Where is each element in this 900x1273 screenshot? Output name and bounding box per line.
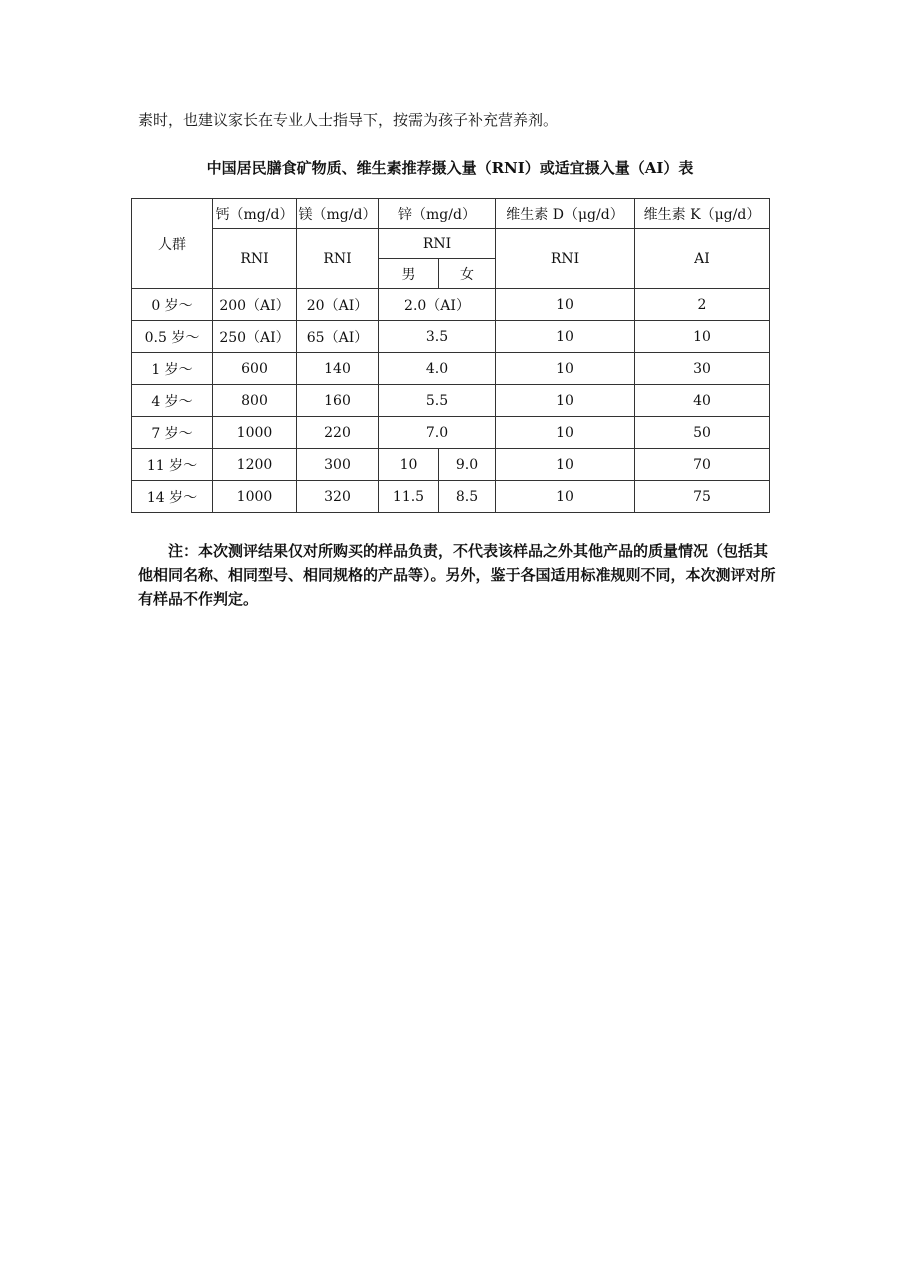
cell-calcium: 800 bbox=[213, 385, 297, 417]
intro-paragraph: 素时，也建议家长在专业人士指导下，按需为孩子补充营养剂。 bbox=[138, 111, 559, 129]
cell-group: 0.5 岁～ bbox=[132, 321, 213, 353]
cell-vitamin-d: 10 bbox=[496, 321, 635, 353]
cell-group: 0 岁～ bbox=[132, 289, 213, 321]
cell-vitamin-k: 30 bbox=[635, 353, 770, 385]
header-magnesium: 镁（mg/d） bbox=[297, 199, 379, 229]
cell-magnesium: 300 bbox=[297, 449, 379, 481]
cell-magnesium: 220 bbox=[297, 417, 379, 449]
cell-calcium: 1000 bbox=[213, 481, 297, 513]
disclaimer-text: 注：本次测评结果仅对所购买的样品负责，不代表该样品之外其他产品的质量情况（包括其他相同名称、相同型号、相同规格的产品等）。另外，鉴于各国适用标准规则不同，本次测评对所有样品不作判定。 bbox=[138, 542, 776, 608]
table-row bbox=[132, 417, 770, 449]
cell-group: 7 岁～ bbox=[132, 417, 213, 449]
cell-zinc-female: 9.0 bbox=[439, 449, 496, 481]
cell-vitamin-k: 40 bbox=[635, 385, 770, 417]
header-vitamin-k: 维生素 K（μg/d） bbox=[635, 199, 770, 229]
cell-calcium: 200（AI） bbox=[213, 289, 297, 321]
cell-magnesium: 160 bbox=[297, 385, 379, 417]
header-zinc-female: 女 bbox=[439, 259, 496, 289]
cell-vitamin-d: 10 bbox=[496, 417, 635, 449]
table-row bbox=[132, 385, 770, 417]
cell-vitamin-k: 70 bbox=[635, 449, 770, 481]
cell-calcium: 1200 bbox=[213, 449, 297, 481]
header-vitamin-d: 维生素 D（μg/d） bbox=[496, 199, 635, 229]
nutrient-intake-table bbox=[131, 198, 770, 513]
cell-vitamin-d: 10 bbox=[496, 449, 635, 481]
header-calcium-rni: RNI bbox=[213, 229, 297, 289]
header-calcium: 钙（mg/d） bbox=[213, 199, 297, 229]
header-vitamin-k-ai: AI bbox=[635, 229, 770, 289]
table-row bbox=[132, 481, 770, 513]
cell-group: 4 岁～ bbox=[132, 385, 213, 417]
cell-vitamin-d: 10 bbox=[496, 481, 635, 513]
cell-zinc-male: 11.5 bbox=[379, 481, 439, 513]
cell-vitamin-d: 10 bbox=[496, 353, 635, 385]
cell-group: 14 岁～ bbox=[132, 481, 213, 513]
cell-magnesium: 65（AI） bbox=[297, 321, 379, 353]
cell-vitamin-k: 75 bbox=[635, 481, 770, 513]
cell-magnesium: 320 bbox=[297, 481, 379, 513]
cell-group: 1 岁～ bbox=[132, 353, 213, 385]
cell-zinc: 4.0 bbox=[379, 353, 496, 385]
table-row bbox=[132, 321, 770, 353]
cell-magnesium: 20（AI） bbox=[297, 289, 379, 321]
cell-zinc: 5.5 bbox=[379, 385, 496, 417]
cell-zinc-male: 10 bbox=[379, 449, 439, 481]
header-vitamin-d-rni: RNI bbox=[496, 229, 635, 289]
cell-group: 11 岁～ bbox=[132, 449, 213, 481]
header-magnesium-rni: RNI bbox=[297, 229, 379, 289]
cell-zinc-female: 8.5 bbox=[439, 481, 496, 513]
header-zinc: 锌（mg/d） bbox=[379, 199, 496, 229]
cell-vitamin-k: 2 bbox=[635, 289, 770, 321]
header-zinc-male: 男 bbox=[379, 259, 439, 289]
table-title: 中国居民膳食矿物质、维生素推荐摄入量（RNI）或适宜摄入量（AI）表 bbox=[206, 159, 694, 177]
table-row bbox=[132, 353, 770, 385]
table-row bbox=[132, 289, 770, 321]
cell-zinc: 7.0 bbox=[379, 417, 496, 449]
cell-calcium: 250（AI） bbox=[213, 321, 297, 353]
cell-magnesium: 140 bbox=[297, 353, 379, 385]
cell-zinc: 3.5 bbox=[379, 321, 496, 353]
header-row-2 bbox=[132, 229, 770, 259]
cell-calcium: 1000 bbox=[213, 417, 297, 449]
cell-vitamin-k: 10 bbox=[635, 321, 770, 353]
table-row bbox=[132, 449, 770, 481]
header-zinc-rni: RNI bbox=[379, 229, 496, 259]
cell-zinc: 2.0（AI） bbox=[379, 289, 496, 321]
cell-vitamin-k: 50 bbox=[635, 417, 770, 449]
cell-calcium: 600 bbox=[213, 353, 297, 385]
header-row-1 bbox=[132, 199, 770, 229]
disclaimer-note bbox=[138, 539, 778, 611]
cell-vitamin-d: 10 bbox=[496, 289, 635, 321]
cell-vitamin-d: 10 bbox=[496, 385, 635, 417]
header-group: 人群 bbox=[132, 199, 213, 289]
